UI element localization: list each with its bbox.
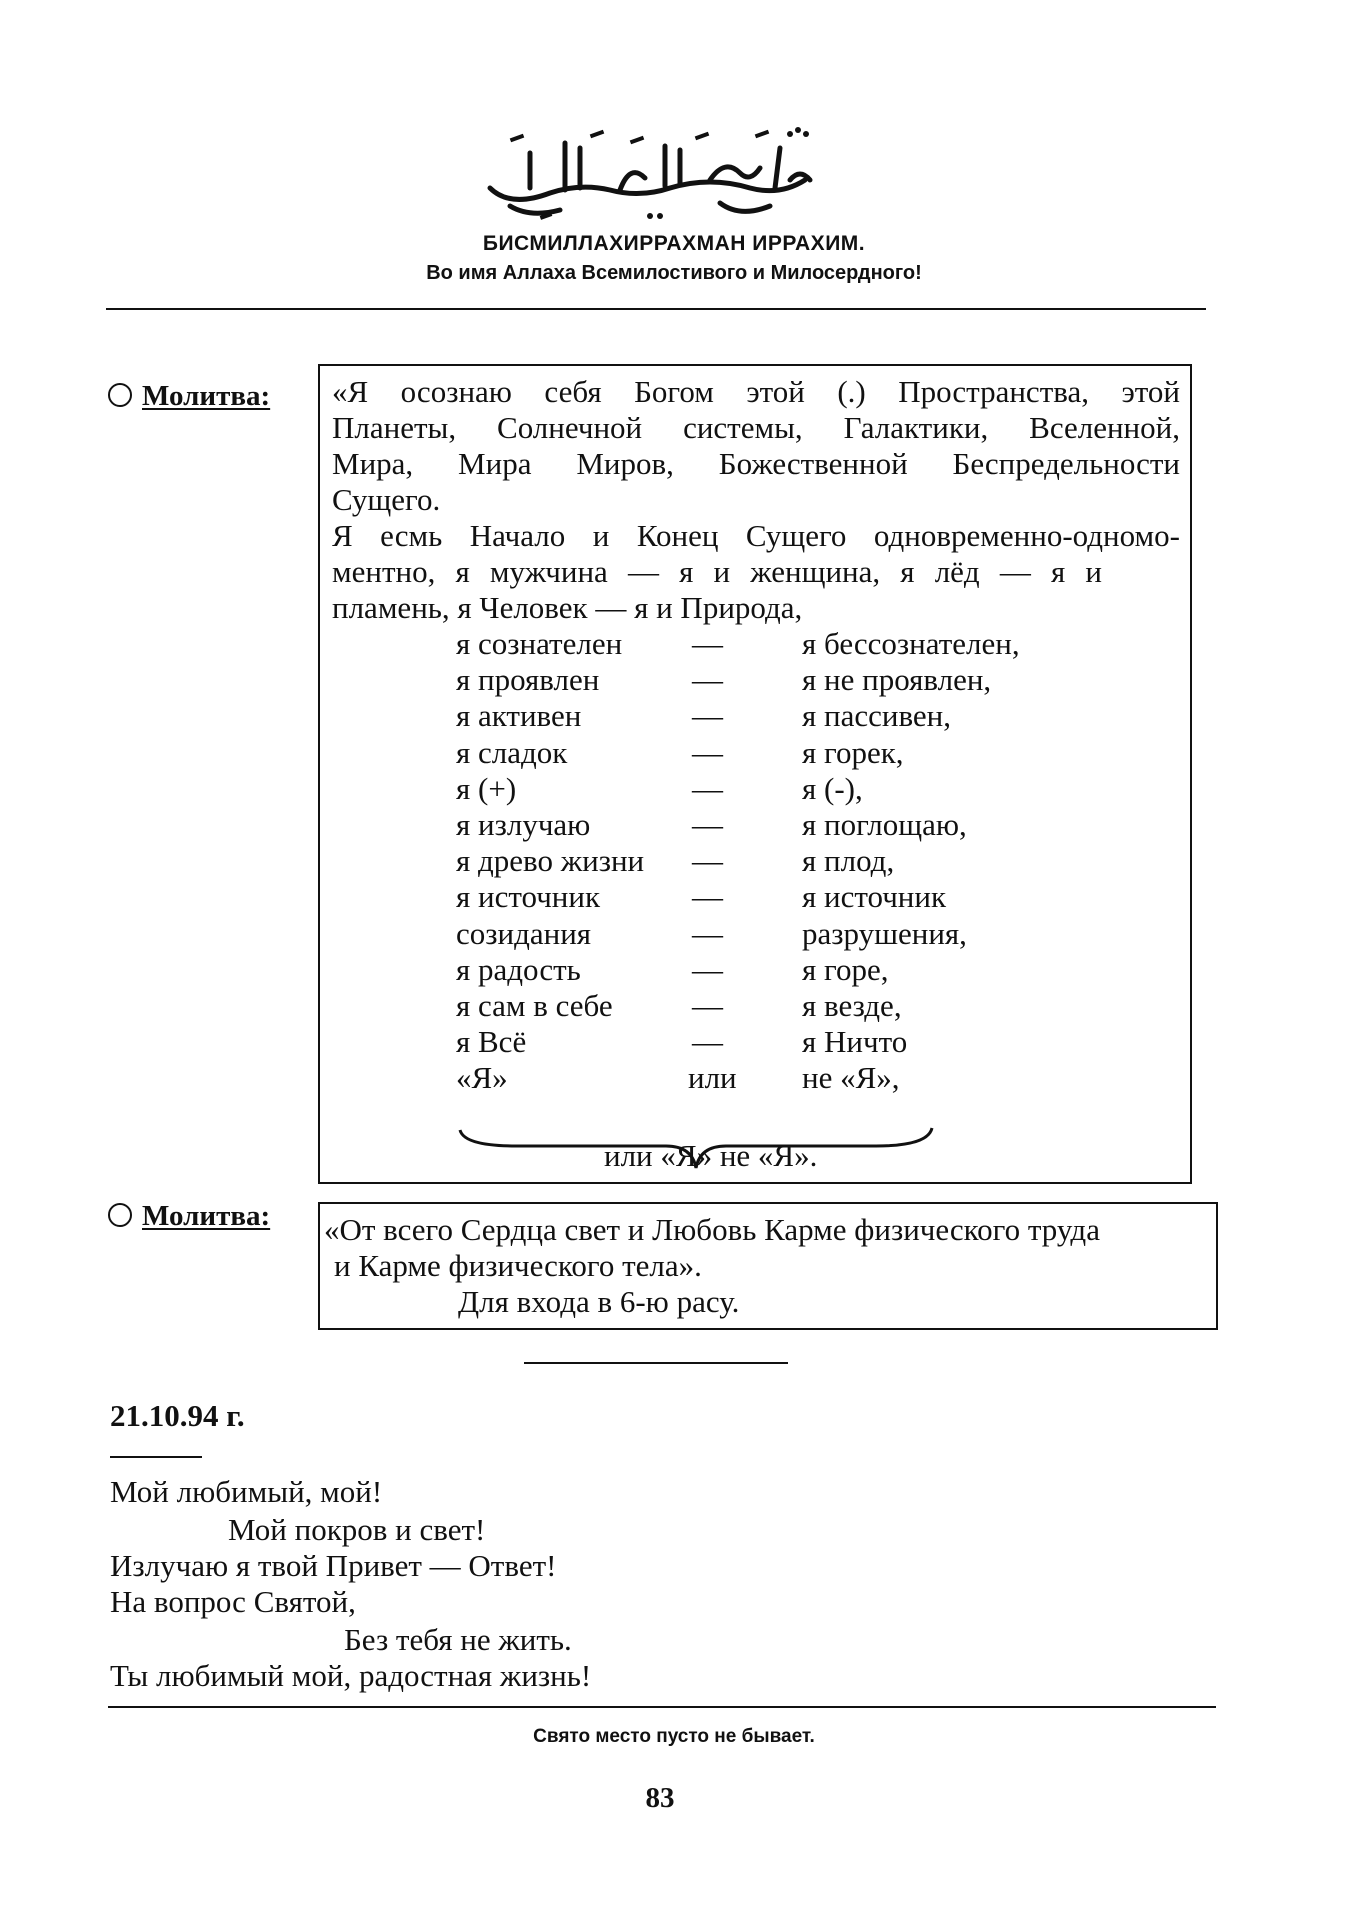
antithesis-separator: — [692, 734, 723, 770]
page-number: 83 [645, 1782, 675, 1814]
prayer2-line: и Карме физического тела». [334, 1248, 702, 1283]
prayer2-box [318, 1202, 1218, 1330]
poem-line: Без тебя не жить. [344, 1622, 572, 1657]
antithesis-row [320, 916, 1180, 952]
antithesis-right: я Ничто [802, 1024, 908, 1060]
footer-proverb: Свято место пусто не бывает. [533, 1726, 815, 1747]
antithesis-right: я пассивен, [802, 698, 952, 734]
antithesis-left: я сладок [456, 734, 568, 770]
antithesis-separator: — [692, 879, 723, 915]
antithesis-row [320, 698, 1180, 734]
prayer1-line: Мира, Мира Миров, Божественной Беспредельности [332, 446, 1180, 481]
antithesis-separator: — [692, 988, 723, 1023]
antithesis-separator: — [692, 662, 723, 698]
antithesis-row [320, 626, 1180, 662]
prayer2-line: «От всего Сердца свет и Любовь Карме физического труда [324, 1212, 1100, 1247]
prayer1-label [108, 380, 270, 413]
antithesis-row [320, 952, 1180, 988]
antithesis-left: я сам в себе [456, 988, 613, 1023]
antithesis-left: я излучаю [456, 807, 591, 842]
prayer1-line: Я есмь Начало и Конец Сущего одновременно-одномо- [332, 518, 1180, 553]
antithesis-row [320, 988, 1180, 1024]
antithesis-left: я радость [456, 951, 581, 987]
prayer1-box [318, 364, 1192, 1184]
antithesis-row [320, 1024, 1180, 1060]
prayer1-line: Планеты, Солнечной системы, Галактики, Вселенной, [332, 410, 1180, 445]
antithesis-separator: — [692, 807, 723, 842]
prayer1-line: Сущего. [332, 482, 441, 517]
antithesis-separator: — [692, 1024, 723, 1060]
antithesis-row [320, 1060, 1180, 1096]
prayer2-line: Для входа в 6-ю расу. [458, 1284, 740, 1319]
antithesis-left: я проявлен [456, 662, 600, 698]
prayer2-label [108, 1200, 270, 1233]
antithesis-separator: — [692, 626, 723, 661]
prayer1-closing: или «Я» не «Я». [604, 1138, 818, 1173]
poem-line: Излучаю я твой Привет — Ответ! [110, 1548, 557, 1583]
header-transliteration: БИСМИЛЛАХИРРАХМАН ИРРАХИМ. [482, 232, 866, 255]
antithesis-row [320, 879, 1180, 915]
poem-line: Мой любимый, мой! [110, 1474, 383, 1509]
circle-bullet-icon [108, 1203, 132, 1227]
antithesis-left: созидания [456, 915, 592, 951]
antithesis-left: я Всё [456, 1024, 527, 1060]
prayer1-label-text: Молитва: [142, 380, 271, 412]
prayer1-line: ментно, я мужчина — я и женщина, я лёд — я и [332, 554, 1102, 589]
antithesis-row [320, 843, 1180, 879]
antithesis-separator: или [688, 1060, 737, 1096]
antithesis-row [320, 735, 1180, 771]
antithesis-left: «Я» [456, 1060, 508, 1096]
antithesis-right: я горек, [802, 734, 904, 770]
antithesis-right: разрушения, [802, 915, 967, 951]
antithesis-right: я поглощаю, [802, 807, 967, 842]
poem-line: На вопрос Святой, [110, 1584, 356, 1619]
entry-date: 21.10.94 г. [110, 1398, 245, 1433]
antithesis-row [320, 807, 1180, 843]
antithesis-right: я плод, [802, 843, 895, 879]
antithesis-row [320, 771, 1180, 807]
prayer1-line: пламень, я Человек — я и Природа, [332, 590, 803, 625]
basmala-calligraphy [470, 118, 830, 228]
date-underline [110, 1456, 202, 1458]
antithesis-right: я не проявлен, [802, 662, 992, 698]
antithesis-right: я бессознателен, [802, 626, 1020, 661]
antithesis-left: я древо жизни [456, 843, 645, 879]
header-divider [106, 308, 1206, 310]
antithesis-left: я активен [456, 698, 582, 734]
poem-line: Ты любимый мой, радостная жизнь! [110, 1658, 592, 1693]
antithesis-separator: — [692, 698, 723, 734]
antithesis-left: я (+) [456, 770, 517, 806]
circle-bullet-icon [108, 383, 132, 407]
antithesis-right: я везде, [802, 988, 902, 1023]
antithesis-right: я (-), [802, 770, 863, 806]
prayer1-line: «Я осознаю себя Богом этой (.) Пространства, этой [332, 374, 1180, 409]
prayer2-label-text: Молитва: [142, 1200, 271, 1232]
antithesis-right: я источник [802, 879, 947, 915]
poem-line: Мой покров и свет! [228, 1512, 486, 1547]
antithesis-separator: — [692, 951, 723, 987]
antithesis-right: не «Я», [802, 1060, 900, 1096]
footer-divider [108, 1706, 1216, 1708]
antithesis-separator: — [692, 843, 723, 879]
antithesis-separator: — [692, 915, 723, 951]
header-translation: Во имя Аллаха Всемилостивого и Милосердного! [426, 262, 922, 284]
antithesis-left: я сознателен [456, 626, 623, 661]
antithesis-separator: — [692, 770, 723, 806]
antithesis-right: я горе, [802, 951, 889, 987]
section-divider [524, 1362, 788, 1364]
antithesis-left: я источник [456, 879, 601, 915]
antithesis-row [320, 662, 1180, 698]
